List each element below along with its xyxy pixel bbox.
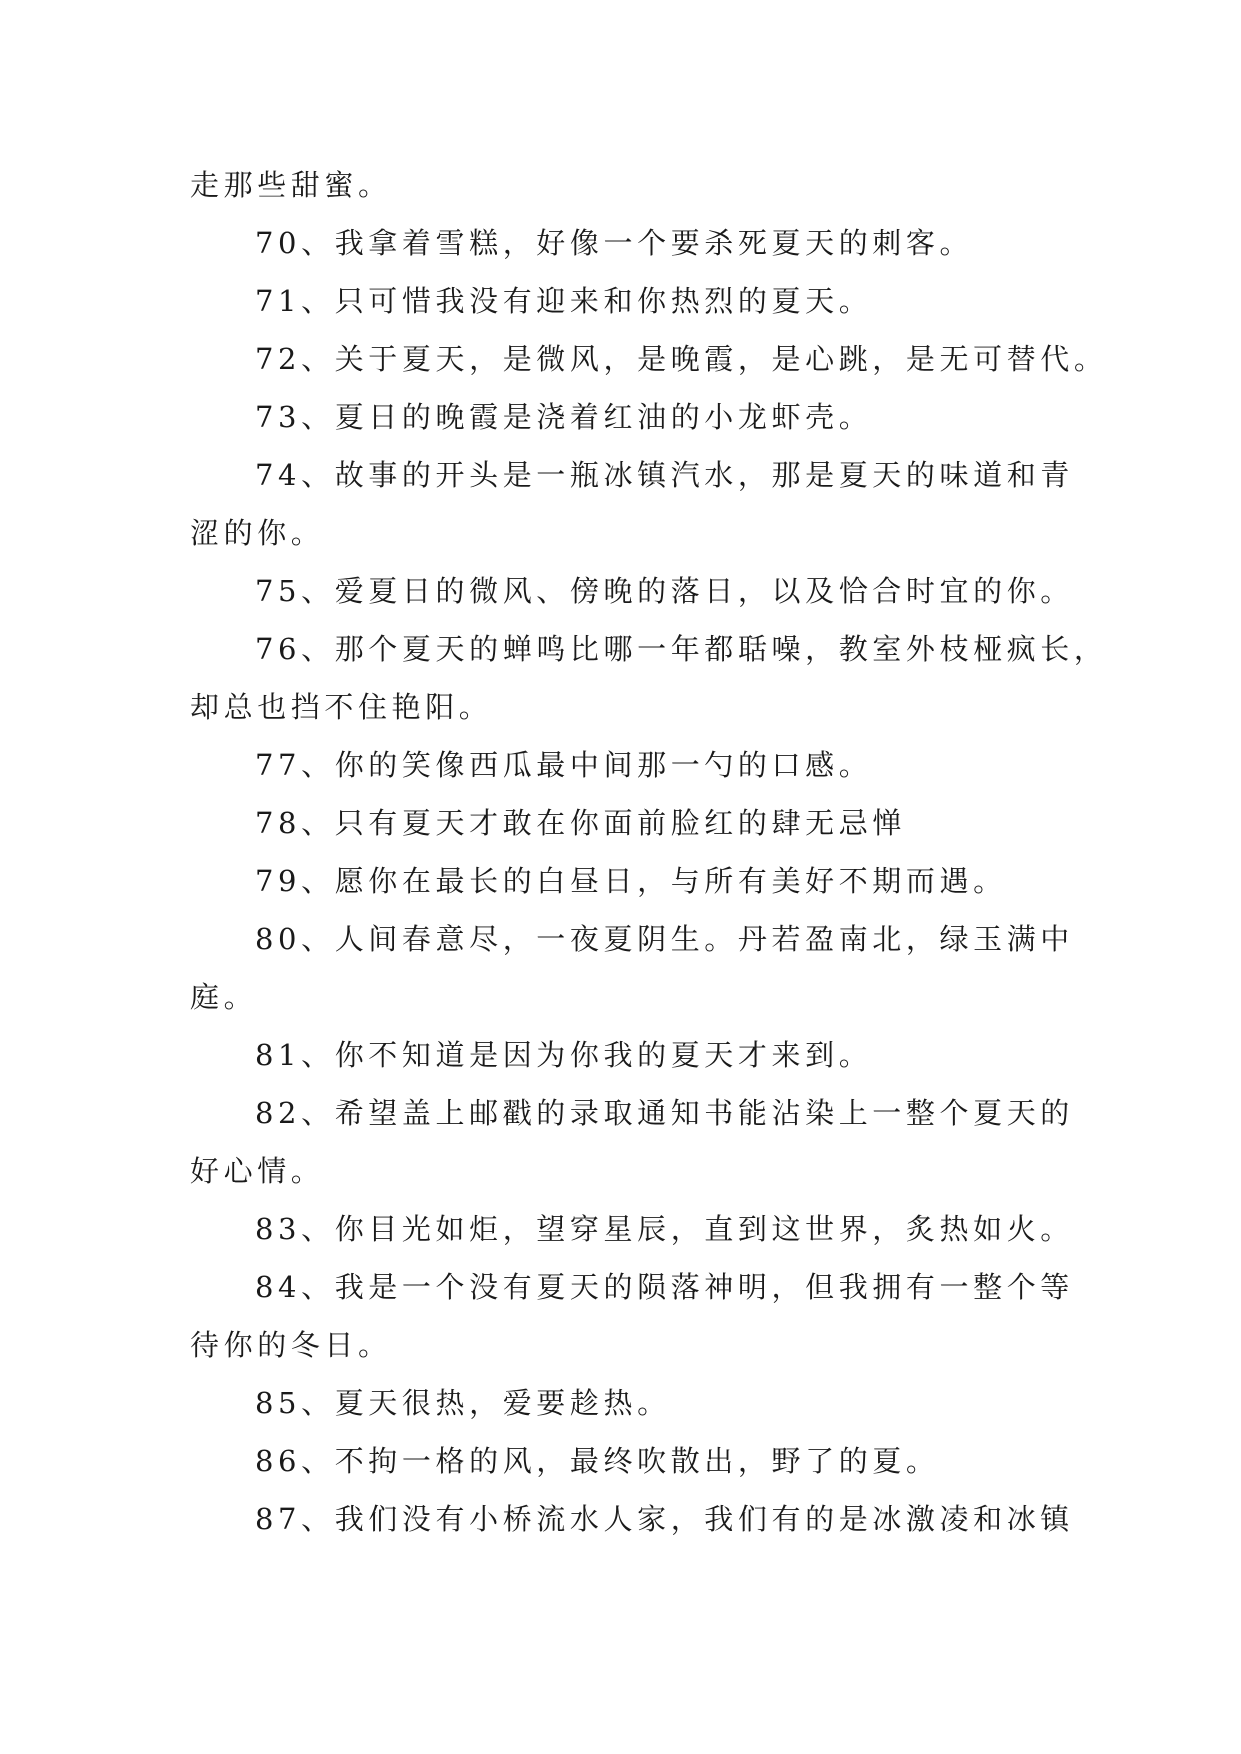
text-line: 走那些甜蜜。 [190,168,392,202]
text-line: 72、关于夏天，是微风，是晚霞，是心跳，是无可替代。 [255,342,1108,376]
text-line: 却总也挡不住艳阳。 [190,690,493,724]
text-line: 81、你不知道是因为你我的夏天才来到。 [255,1038,873,1072]
text-line: 70、我拿着雪糕，好像一个要杀死夏天的刺客。 [255,226,974,260]
text-line: 80、人间春意尽，一夜夏阴生。丹若盈南北，绿玉满中 [255,922,1074,956]
text-line: 庭。 [190,980,258,1014]
text-line: 好心情。 [190,1154,325,1188]
text-line: 涩的你。 [190,516,325,550]
text-line: 75、爱夏日的微风、傍晚的落日，以及恰合时宜的你。 [255,574,1074,608]
text-line: 待你的冬日。 [190,1328,392,1362]
text-line: 83、你目光如炬，望穿星辰，直到这世界，炙热如火。 [255,1212,1074,1246]
text-line: 86、不拘一格的风，最终吹散出，野了的夏。 [255,1444,940,1478]
text-line: 82、希望盖上邮戳的录取通知书能沾染上一整个夏天的 [255,1096,1074,1130]
text-line: 84、我是一个没有夏天的陨落神明，但我拥有一整个等 [255,1270,1074,1304]
text-line: 76、那个夏天的蝉鸣比哪一年都聒噪，教室外枝桠疯长， [255,632,1108,666]
text-line: 85、夏天很热，爱要趁热。 [255,1386,671,1420]
text-line: 78、只有夏天才敢在你面前脸红的肆无忌惮 [255,806,906,840]
text-line: 77、你的笑像西瓜最中间那一勺的口感。 [255,748,873,782]
text-line: 74、故事的开头是一瓶冰镇汽水，那是夏天的味道和青 [255,458,1074,492]
text-line: 71、只可惜我没有迎来和你热烈的夏天。 [255,284,873,318]
text-line: 79、愿你在最长的白昼日，与所有美好不期而遇。 [255,864,1007,898]
text-line: 73、夏日的晚霞是浇着红油的小龙虾壳。 [255,400,873,434]
text-line: 87、我们没有小桥流水人家，我们有的是冰激凌和冰镇 [255,1502,1074,1536]
